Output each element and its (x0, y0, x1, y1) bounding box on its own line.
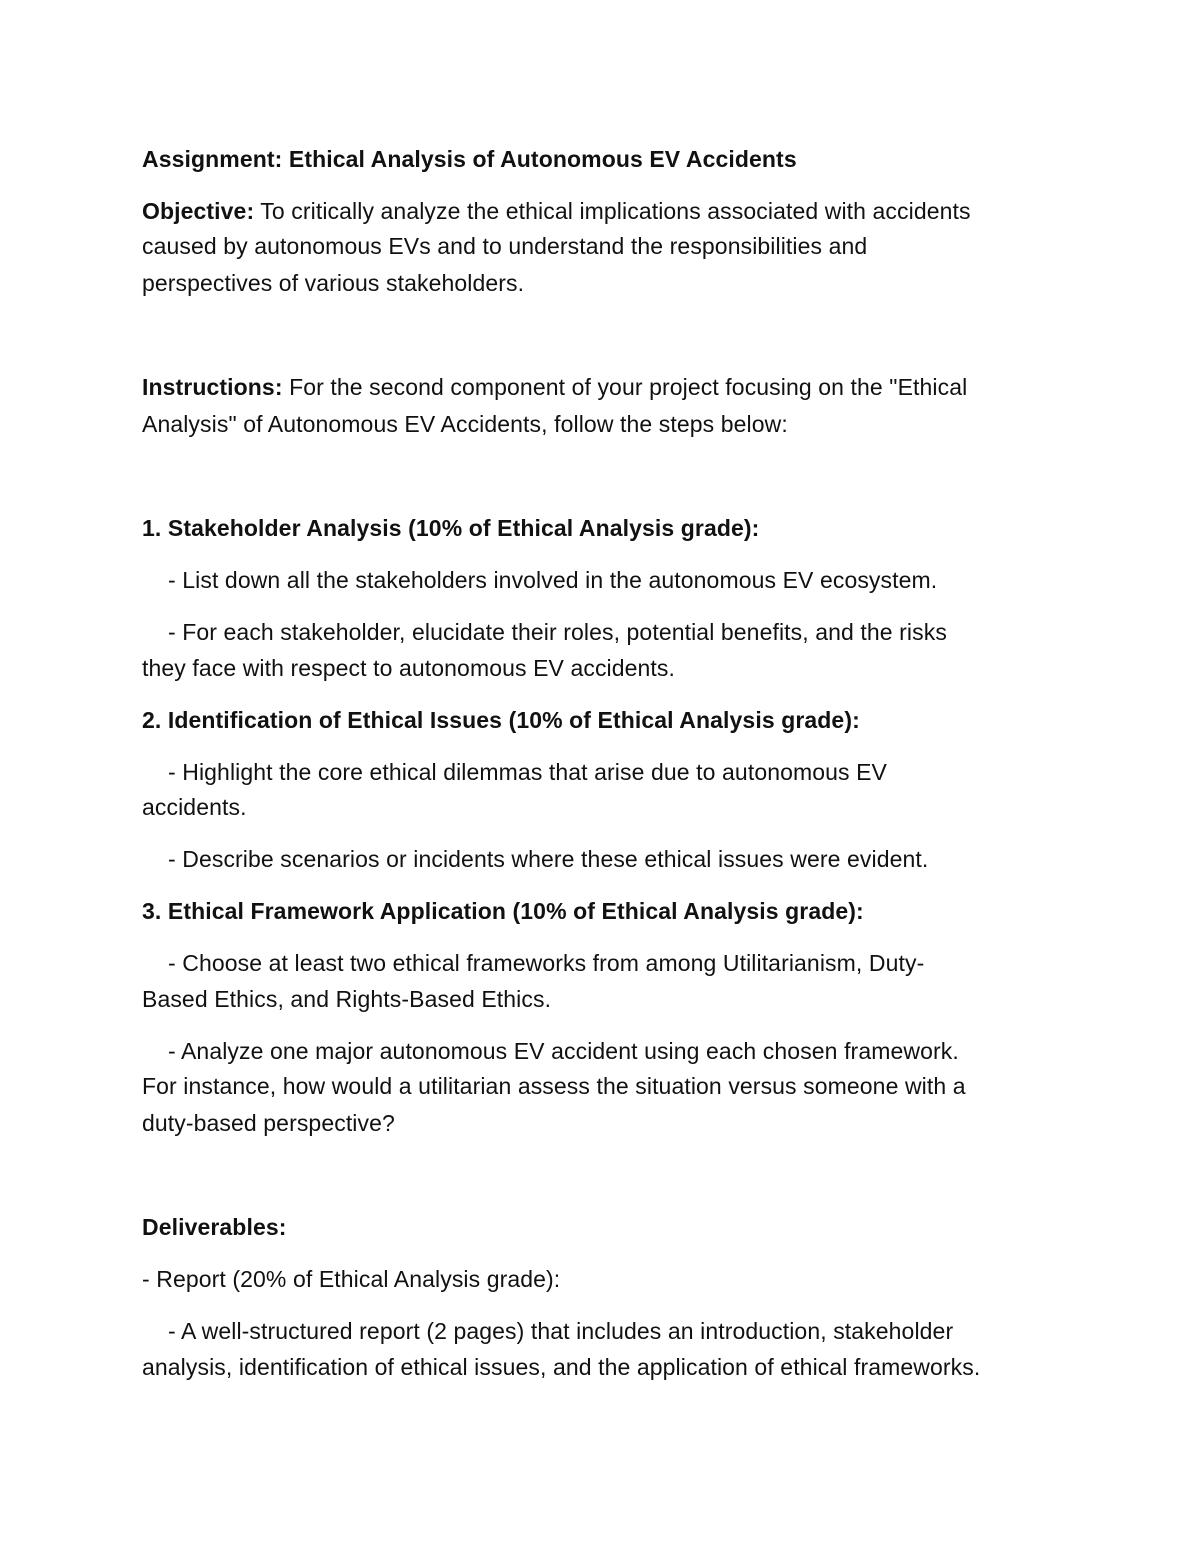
instructions-text-1: For the second component of your project focusing on the "Ethical (282, 374, 968, 400)
objective-line-3: perspectives of various stakeholders. (142, 270, 525, 296)
deliverables-item-1-sub-cont: analysis, identification of ethical issues, and the application of ethical frameworks. (142, 1354, 981, 1380)
section-3-bullet-2-cont-1: For instance, how would a utilitarian assess the situation versus someone with a (142, 1073, 966, 1099)
document-title: Assignment: Ethical Analysis of Autonomous EV Accidents (142, 146, 797, 172)
section-2-bullet-1-cont: accidents. (142, 794, 247, 820)
section-1-heading: 1. Stakeholder Analysis (10% of Ethical Analysis grade): (142, 515, 760, 541)
section-3-heading: 3. Ethical Framework Application (10% of Ethical Analysis grade): (142, 898, 864, 924)
section-1-bullet-2: - For each stakeholder, elucidate their roles, potential benefits, and the risks (168, 619, 947, 645)
section-1-bullet-1: - List down all the stakeholders involved in the autonomous EV ecosystem. (168, 567, 938, 593)
instructions-line-1 (142, 372, 967, 402)
section-2-heading: 2. Identification of Ethical Issues (10% of Ethical Analysis grade): (142, 707, 860, 733)
deliverables-item-1: - Report (20% of Ethical Analysis grade): (142, 1266, 561, 1292)
deliverables-item-1-sub: - A well-structured report (2 pages) that includes an introduction, stakeholder (168, 1318, 954, 1344)
objective-text-1: To critically analyze the ethical implications associated with accidents (254, 198, 971, 224)
objective-label: Objective: (142, 198, 255, 224)
section-2-bullet-2: - Describe scenarios or incidents where these ethical issues were evident. (168, 846, 929, 872)
section-3-bullet-1: - Choose at least two ethical frameworks from among Utilitarianism, Duty- (168, 950, 925, 976)
objective-line-1 (142, 196, 971, 226)
section-3-bullet-2-cont-2: duty-based perspective? (142, 1110, 395, 1136)
section-2-bullet-1: - Highlight the core ethical dilemmas that arise due to autonomous EV (168, 759, 888, 785)
instructions-line-2: Analysis" of Autonomous EV Accidents, follow the steps below: (142, 411, 788, 437)
section-3-bullet-2: - Analyze one major autonomous EV accident using each chosen framework. (168, 1038, 959, 1064)
instructions-label: Instructions: (142, 374, 283, 400)
deliverables-heading: Deliverables: (142, 1214, 287, 1240)
section-1-bullet-2-cont: they face with respect to autonomous EV accidents. (142, 655, 676, 681)
section-3-bullet-1-cont: Based Ethics, and Rights-Based Ethics. (142, 986, 552, 1012)
objective-line-2: caused by autonomous EVs and to understand the responsibilities and (142, 233, 868, 259)
